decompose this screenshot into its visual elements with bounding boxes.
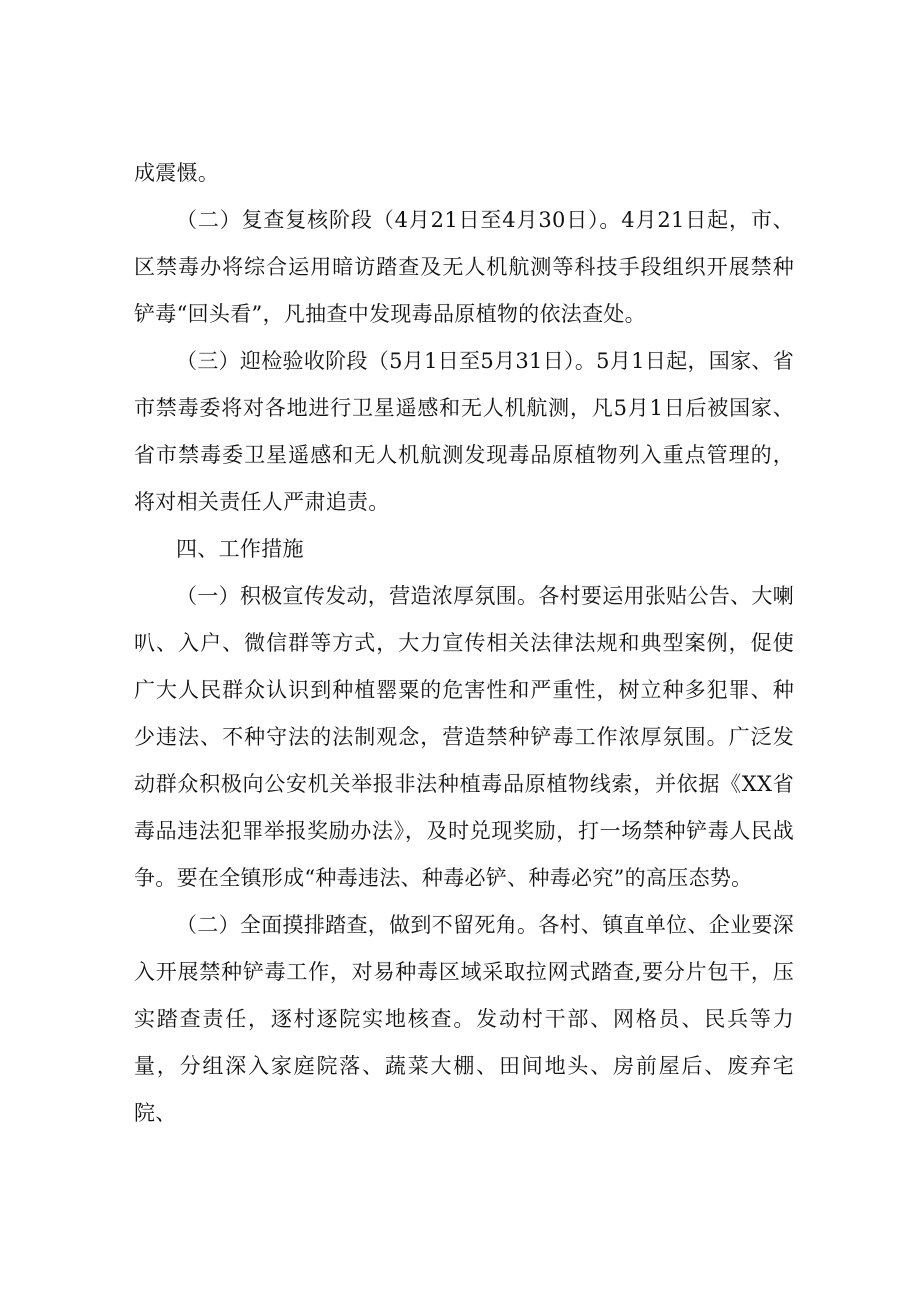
section-heading-work-measures: 四、工作措施 — [176, 537, 304, 561]
paragraph-publicity: （一）积极宣传发动，营造浓厚氛围。各村要运用张贴公告、大喇叭、入户、微信群等方式，大力宣传相关法律法规和典型案例，促使广大人民群众认识到种植罂粟的危害性和严重性，树立种多犯罪、种少违法、不种守法的法制观念，营造禁种铲毒工作浓厚氛围。广泛发动群众积极向公安机关举报非法种植毒品原植物线索，并依据《XX省毒品违法犯罪举报奖励办法》，及时兑现奖励，打一场禁种铲毒人民战争。要在全镇形成“种毒违法、种毒必铲、种毒必究”的高压态势。 — [134, 584, 794, 890]
document-body — [134, 150, 794, 1137]
paragraph-inspection: （二）全面摸排踏查，做到不留死角。各村、镇直单位、企业要深入开展禁种铲毒工作，对易种毒区域采取拉网式踏查,要分片包干，压实踏查责任，逐村逐院实地核查。发动村干部、网格员、民兵等力量，分组深入家庭院落、蔬菜大棚、田间地头、房前屋后、废弃宅院、 — [134, 913, 794, 1125]
paragraph-acceptance-stage: （三）迎检验收阶段（5月1日至5月31日）。5月1日起，国家、省市禁毒委将对各地进行卫星遥感和无人机航测，凡5月1日后被国家、省市禁毒委卫星遥感和无人机航测发现毒品原植物列入重点管理的，将对相关责任人严肃追责。 — [134, 349, 794, 514]
paragraph-review-stage: （二）复查复核阶段（4月21日至4月30日）。4月21日起，市、区禁毒办将综合运用暗访踏查及无人机航测等科技手段组织开展禁种铲毒“回头看”，凡抽查中发现毒品原植物的依法查处。 — [134, 208, 794, 326]
paragraph-continuation: 成震慑。 — [134, 161, 220, 185]
